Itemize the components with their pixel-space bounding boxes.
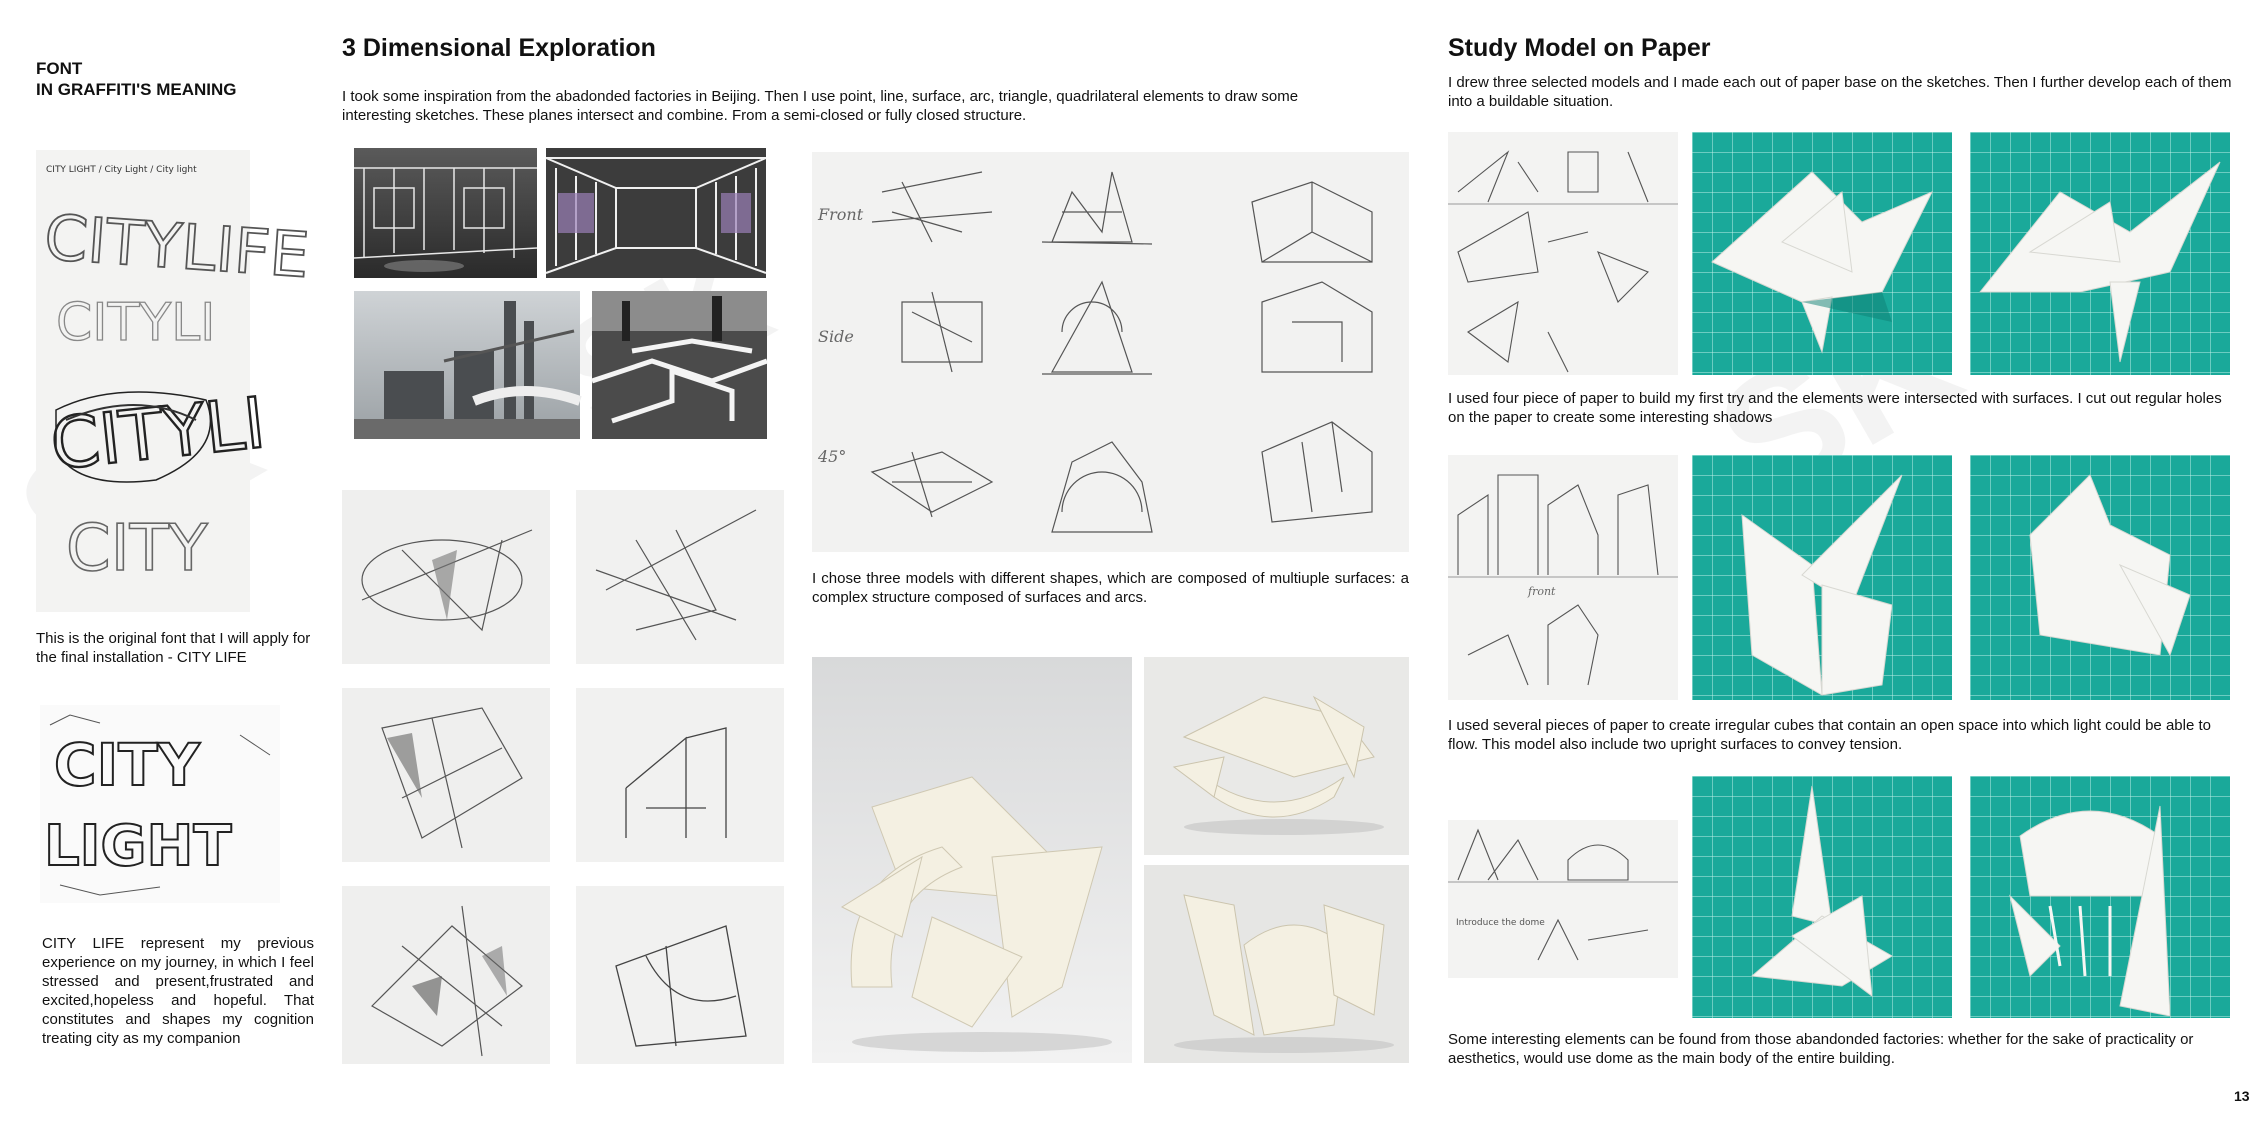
row3-model-photo-b xyxy=(1970,776,2230,1018)
study-caption-3: Some interesting elements can be found from those abandonded factories: whether for the sake of practicality or aesthetics, would use dome as the main body of the entire building. xyxy=(1448,1031,2194,1067)
graffiti-sketch-city-life xyxy=(36,150,312,612)
svg-text:CITYLI: CITYLI xyxy=(56,293,216,353)
sketch-hatched-plane xyxy=(342,688,550,862)
sketch-label-side: Side xyxy=(818,327,854,346)
row2-model-photo-a xyxy=(1692,455,1952,700)
graffiti-sketch-city-light xyxy=(40,705,280,903)
paper-model-photo-curved xyxy=(1144,657,1409,855)
sketch-sheet-front-side-45 xyxy=(812,152,1409,552)
exploration-title: 3 Dimensional Exploration xyxy=(342,34,656,62)
exploration-intro: I took some inspiration from the abadonded factories in Beijing. Then I use point, line, surface, arc, triangle, quadrilateral elements to draw some interesting sketches. These planes intersect and combine. From a semi-closed or fully closed structure. xyxy=(342,88,1299,124)
study-caption-1: I used four piece of paper to build my first try and the elements were intersected with surfaces. I cut out regular holes on the paper to create some interesting shadows xyxy=(1448,390,2222,426)
row1-model-photo-b xyxy=(1970,132,2230,375)
row1-model-photo-a xyxy=(1692,132,1952,375)
sketch-open-box xyxy=(576,688,784,862)
row1-sketch xyxy=(1448,132,1678,375)
sketch-label-45: 45° xyxy=(818,447,847,466)
factory-photo-pipes xyxy=(592,291,767,439)
models-caption: I chose three models with different shapes, which are composed of multiuple surfaces: a complex structure composed of surfaces and arcs. xyxy=(812,570,1409,606)
svg-text:front: front xyxy=(1528,585,1556,598)
svg-text:Introduce the dome: Introduce the dome xyxy=(1456,918,1545,928)
font-heading-line2: IN GRAFFITI'S MEANING xyxy=(36,80,237,99)
factory-photo-exterior xyxy=(354,291,580,439)
svg-text:CITY: CITY xyxy=(66,512,208,586)
sketch-layered-quads xyxy=(342,886,550,1064)
sketch-crossing-lines xyxy=(576,490,784,664)
font-heading-line1: FONT xyxy=(36,59,83,78)
row3-sketch xyxy=(1448,820,1678,978)
sketch-ellipse-plane xyxy=(342,490,550,664)
row3-model-photo-a xyxy=(1692,776,1952,1018)
study-model-intro: I drew three selected models and I made each out of paper base on the sketches. Then I further develop each of them into a buildable situation. xyxy=(1448,74,2232,110)
sketch-label-front: Front xyxy=(818,205,864,224)
page-number: 13 xyxy=(2234,1088,2250,1104)
svg-text:CITYLI: CITYLI xyxy=(46,381,269,486)
paper-model-photo-arcs xyxy=(812,657,1132,1063)
svg-text:CITYLIFE: CITYLIFE xyxy=(42,200,312,292)
paper-model-photo-frame xyxy=(1144,865,1409,1063)
factory-photo-hall xyxy=(354,148,537,278)
svg-text:CITY: CITY xyxy=(54,731,200,799)
font-paragraph: CITY LIFE represent my previous experience on my journey, in which I feel stressed and present,frustrated and excited,hopeless and hopeful. That constitutes and shapes my cognition treating city as my companion xyxy=(42,935,314,1047)
font-heading xyxy=(36,58,236,100)
row2-model-photo-b xyxy=(1970,455,2230,700)
sketch-arc-frame xyxy=(576,886,784,1064)
study-model-title: Study Model on Paper xyxy=(1448,34,1711,62)
svg-text:CITY LIGHT / City Light / City: CITY LIGHT / City Light / City light xyxy=(46,165,197,175)
svg-text:LIGHT: LIGHT xyxy=(44,814,232,879)
row2-sketch xyxy=(1448,455,1678,700)
font-caption: This is the original font that I will apply for the final installation - CITY LIFE xyxy=(36,630,311,666)
factory-photo-interior xyxy=(546,148,766,278)
study-caption-2: I used several pieces of paper to create irregular cubes that contain an open space into which light could be able to flow. This model also include two upright surfaces to convey tension. xyxy=(1448,717,2211,753)
